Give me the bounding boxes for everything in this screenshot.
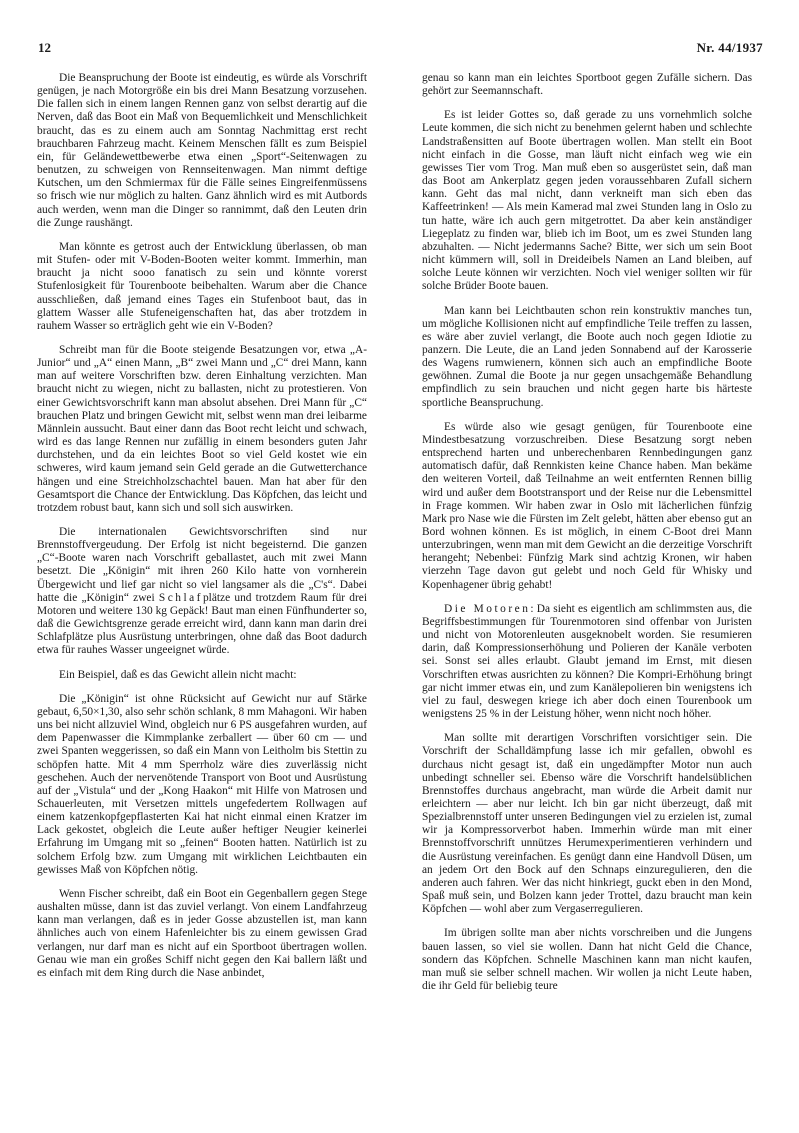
- paragraph: Schreibt man für die Boote steigende Besatzungen vor, etwa „A-Junior“ und „A“ einen Mann, „B“ zwei Mann und „C“ drei Mann, kann man auf weitere Vorschriften bzw. deren Einhaltung verzichten. Man braucht nicht zu wiegen, nicht zu ballasten, nicht zu protestieren. Von einer Gewichtsvorschrift kann man absolut absehen. Drei Mann für „C“ brauchen Platz und bringen Gewicht mit, selbst wenn man drei leibarme Männlein aussucht. Baut einer dann das Boot recht leicht und schwach, wird es das lange Rennen nur zufällig in einem besonders guten Jahr durchstehen, und da ein leichtes Boot so viel Geld kostet wie ein schweres, wird kaum jemand sein Geld gerade an die Gutwetterchance hängen und eine Streichholzschachtel bauen. Man hat aber für den Gesamtsport die Chance der Entwicklung. Das Köpfchen, das leicht und trotzdem robust baut, kann sich und soll sich auswirken.: [37, 343, 367, 514]
- paragraph: Man sollte mit derartigen Vorschriften vorsichtiger sein. Die Vorschrift der Schalldämpfung lasse ich mir gefallen, obwohl es durchaus nicht gesagt ist, daß ein ungedämpfter Motor nun auch unbedingt schneller sei. Ebenso wäre die Vorschrift handelsüblichen Brennstoffes durchaus angebracht, man würde die Arbeit damit nur erleichtern — aber nur leicht. Ich bin gar nicht überzeugt, daß mit Spezialbrennstoff unter unseren Bedingungen viel zu erzielen ist, zumal wir ja Kompressorverbot haben. Immerhin würde man mit einer Brennstoffvorschrift unnützes Herumexperimentieren verhindern und die Ausrüstung vereinfachen. Es genügt dann eine Handvoll Düsen, um an jedem Ort den Bock auf den Schnaps einzuregulieren, den die anderen auch fahren. Wer das nicht hinkriegt, guckt eben in den Mond, Spaß muß sein, und Bolzen kann jeder Trottel, dazu braucht man kein Köpfchen — wohl aber zum Vergaserregulieren.: [422, 732, 752, 916]
- right-column: [422, 72, 752, 1112]
- paragraph: genau so kann man ein leichtes Sportboot gegen Zufälle sichern. Das gehört zur Seemannschaft.: [422, 72, 752, 98]
- paragraph-weights: [37, 526, 367, 658]
- paragraph: Es würde also wie gesagt genügen, für Tourenboote eine Mindestbesatzung vorzuschreiben. Diese Besatzung sorgt neben entsprechend harten und unberechenbaren Rennbedingungen ganz automatisch dafür, daß Rennkisten keine Chance haben. Man bekäme den weiteren Vorteil, daß Teilnahme an weit entfernten Rennen billig wird und außer dem Bootstransport und der Reise nur die Lebensmittel in Frage kommen. Wir haben zwar in Oslo mit lächerlichen fünfzig Mark pro Nase wie die Fürsten im Zelt gelebt, hätten aber ebenso gut an Bord wohnen können. Es ist möglich, in einem C-Boot drei Mann unterzubringen, wenn man mit dem Gewicht an die derzeitige Vorschrift herangeht; Nebenbei: Fünfzig Mark sind achtzig Kronen, wir haben vierzehn Tage davon gut gelebt und noch Geld für Whisky und Kopenhagener übrig gehabt!: [422, 420, 752, 591]
- spaced-word: Schlaf: [158, 591, 203, 604]
- paragraph: Ein Beispiel, daß es das Gewicht allein nicht macht:: [59, 668, 297, 681]
- paragraph-text-cont: plätze und trotzdem Raum für drei Motoren und weitere 130 kg Gepäck! Baut man einen Fünfhunderter so, daß die Gewichtsgrenze gerade erreicht wird, dann kann man darin drei Schlafplätze plus Ausrüstung unterbringen, ohne daß das Boot dadurch etwa für rauhes Wasser ungeeignet würde.: [37, 591, 367, 657]
- paragraph-text: Die internationalen Gewichtsvorschriften sind nur Brennstoffvergeudung. Der Erfolg ist nicht begeisternd. Die ganzen „C“-Boote waren nach Vorschrift geballastet, auch mit zwei Mann besetzt. Die „Königin“ mit ihren 260 Kilo hatte von vornherein Übergewicht und lief gar nicht so viel langsamer als die „C's“. Dabei hatte die „Königin“ zwei: [37, 526, 367, 604]
- left-column: [37, 72, 367, 1112]
- issue-number: Nr. 44/1937: [696, 40, 763, 55]
- paragraph-text: : Da sieht es eigentlich am schlimmsten aus, die Begriffsbestimmungen für Tourenmotoren sind offenbar von Juristen und nicht von Motorenleuten ausgeknobelt worden. Sie resumieren darin, daß Kompressionserhöhung und Polieren der Kanäle verboten sei. Sonst sei alles erlaubt. Glaubt jemand im Ernst, mit diesen Vorschriften etwas ausrichten zu können? Die Kompri-Erhöhung bringt gar nicht immer etwas ein, und zum Kanälepolieren bin wenigstens ich viel zu faul, deswegen kriege ich aber doch einen Tourenbook um wenigstens 25 % in der Leistung höher, wenn nicht noch höher.: [422, 602, 752, 721]
- paragraph: Die Beanspruchung der Boote ist eindeutig, es würde als Vorschrift genügen, je nach Motorgröße ein bis drei Mann Besatzung vorzusehen. Die fallen sich in einem langen Rennen ganz von selbst derartig auf die Nerven, daß das Boot ein Maß von Bequemlichkeit und Menschlichkeit braucht, das es zu einem auch am Sonntag Nachmittag erst recht brauchbaren Fahrzeug macht. Keinem Menschen fällt es zum Beispiel ein, für Geländewettbewerbe etwa einen „Sport“-Seitenwagen zu benutzen, zu schweigen von Rennseitenwagen. Man nimmt deftige Kutschen, um den Schmiermax für die Fälle seines Eingreifenmüssens so frisch wie nur möglich zu halten. Ganz ähnlich wird es mit Autbords auch werden, wenn man die Dinger so rannimmt, daß den Leuten drin die Zunge raushängt.: [37, 72, 367, 229]
- paragraph-motors: [422, 603, 752, 721]
- paragraph: Wenn Fischer schreibt, daß ein Boot ein Gegenballern gegen Stege aushalten müsse, dann ist das zuviel verlangt. Von einem Landfahrzeug kann man verlangen, daß es in jeder Gosse abzustellen ist, man kann ähnliches auch von einem Hafenleichter bis zu einem gewissen Grad verlangen, nur darf man es nicht auf ein Sportboot übertragen wollen. Genau wie man ein großes Schiff nicht gegen den Kai ballern läßt und es einfach mit dem Ring durch die Nase anbindet,: [37, 887, 367, 979]
- section-heading: Die Motoren: [444, 602, 531, 615]
- paragraph: Es ist leider Gottes so, daß gerade zu uns vornehmlich solche Leute kommen, die sich nicht zu benehmen gelernt haben und schlechte Landstraßensitten auf Boote übertragen wollen. Man stellt ein Boot nicht einfach in die Gosse, man läuft nicht einfach weg wie ein gewisses Tier vom Trog. Man muß eben so ausgerüstet sein, daß man das Boot am Ankerplatz gegen jeden voraussehbaren Zufall sichern kann. Geht das mal nicht, dann verkneift man sich eben das Kaffeetrinken! — Als mein Kamerad mal zwei Stunden lang in Oslo zu tun hatte, wäre ich auch gern mitgetrottet. Da aber kein anständiger Liegeplatz zu finden war, blieb ich im Boot, um es zwei Stunden lang abzuhalten. — Nicht jedermanns Sache? Bitte, wer sich um sein Boot nicht kümmern will, soll in Dreideibels Namen an Land bleiben, auf solche Leute können wir verzichten. Noch viel weniger sollten wir für solche Brüder Boote bauen.: [422, 109, 752, 293]
- paragraph: Man könnte es getrost auch der Entwicklung überlassen, ob man mit Stufen- oder mit V-Boden-Booten weiter kommt. Immerhin, man braucht ja nicht sooo fanatisch zu sein und könnte vorerst Stufenlosigkeit für Tourenboote beibehalten. Warum aber die Chance ausschließen, daß jemand eines Tages ein Stufenboot baut, das in glattem Wasser alle Stufeneigenschaften hat, das aber trotzdem in rauhem Wasser so erträglich geht wie ein V-Boden?: [37, 240, 367, 332]
- page-header: [38, 40, 763, 60]
- paragraph: Man kann bei Leichtbauten schon rein konstruktiv manches tun, um mögliche Kollisionen nicht auf empfindliche Teile treffen zu lassen, es wäre aber zuviel verlangt, die Boote auch noch gegen Idiotie zu panzern. Die Leute, die an Land jeden Sonnabend auf der Karosserie des Wagens rumwienern, können sich auch an empfindliche Boote gewöhnen. Zumal die Boote ja nur gegen unsachgemäße Behandlung empfindlich zu sein brauchen und nicht gegen harte bis härteste sportliche Beanspruchung.: [422, 304, 752, 409]
- paragraph: Die „Königin“ ist ohne Rücksicht auf Gewicht nur auf Stärke gebaut, 6,50×1,30, also sehr schön schlank, 8 mm Mahagoni. Wir haben uns bei nicht allzuviel Wind, obgleich nur 6 PS ausgefahren wurden, auf dem Papenwasser die Kimmplanke zerballert — über 60 cm — und zwei Spanten weggerissen, so daß ein Mann von Leitholm bis Stettin zu schöpfen hatte. Mit 4 mm Sperrholz wäre dies zuverlässig nicht geschehen. Auch der nervenötende Transport von Boot und Ausrüstung auf der „Vistula“ und der „Kong Haakon“ mit Hilfe von Matrosen und Schauerleuten, mit Versetzen mittels ungefedertem Rollwagen auf einem katzenkopfgepflasterten Kai hat nicht einmal einen Kratzer im Lack gekostet, obgleich die Leute außer heftiger Neugier keinerlei Erfahrung im Umgang mit so „feinen“ Booten hatten. Natürlich ist zu solchem Erfolg bzw. zum Umgang mit wirklichen Leichtbauten ein gewisses Maß von Köpfchen nötig.: [37, 692, 367, 876]
- paragraph: Im übrigen sollte man aber nichts vorschreiben und die Jungens bauen lassen, so viel sie wollen. Dann hat nicht Geld die Chance, sondern das Köpfchen. Schnelle Maschinen kann man nicht kaufen, man muß sie selber schnell machen. Wir wollen ja nicht Leute haben, die ihr Geld für beliebig teure: [422, 927, 752, 992]
- page-number: 12: [38, 40, 51, 55]
